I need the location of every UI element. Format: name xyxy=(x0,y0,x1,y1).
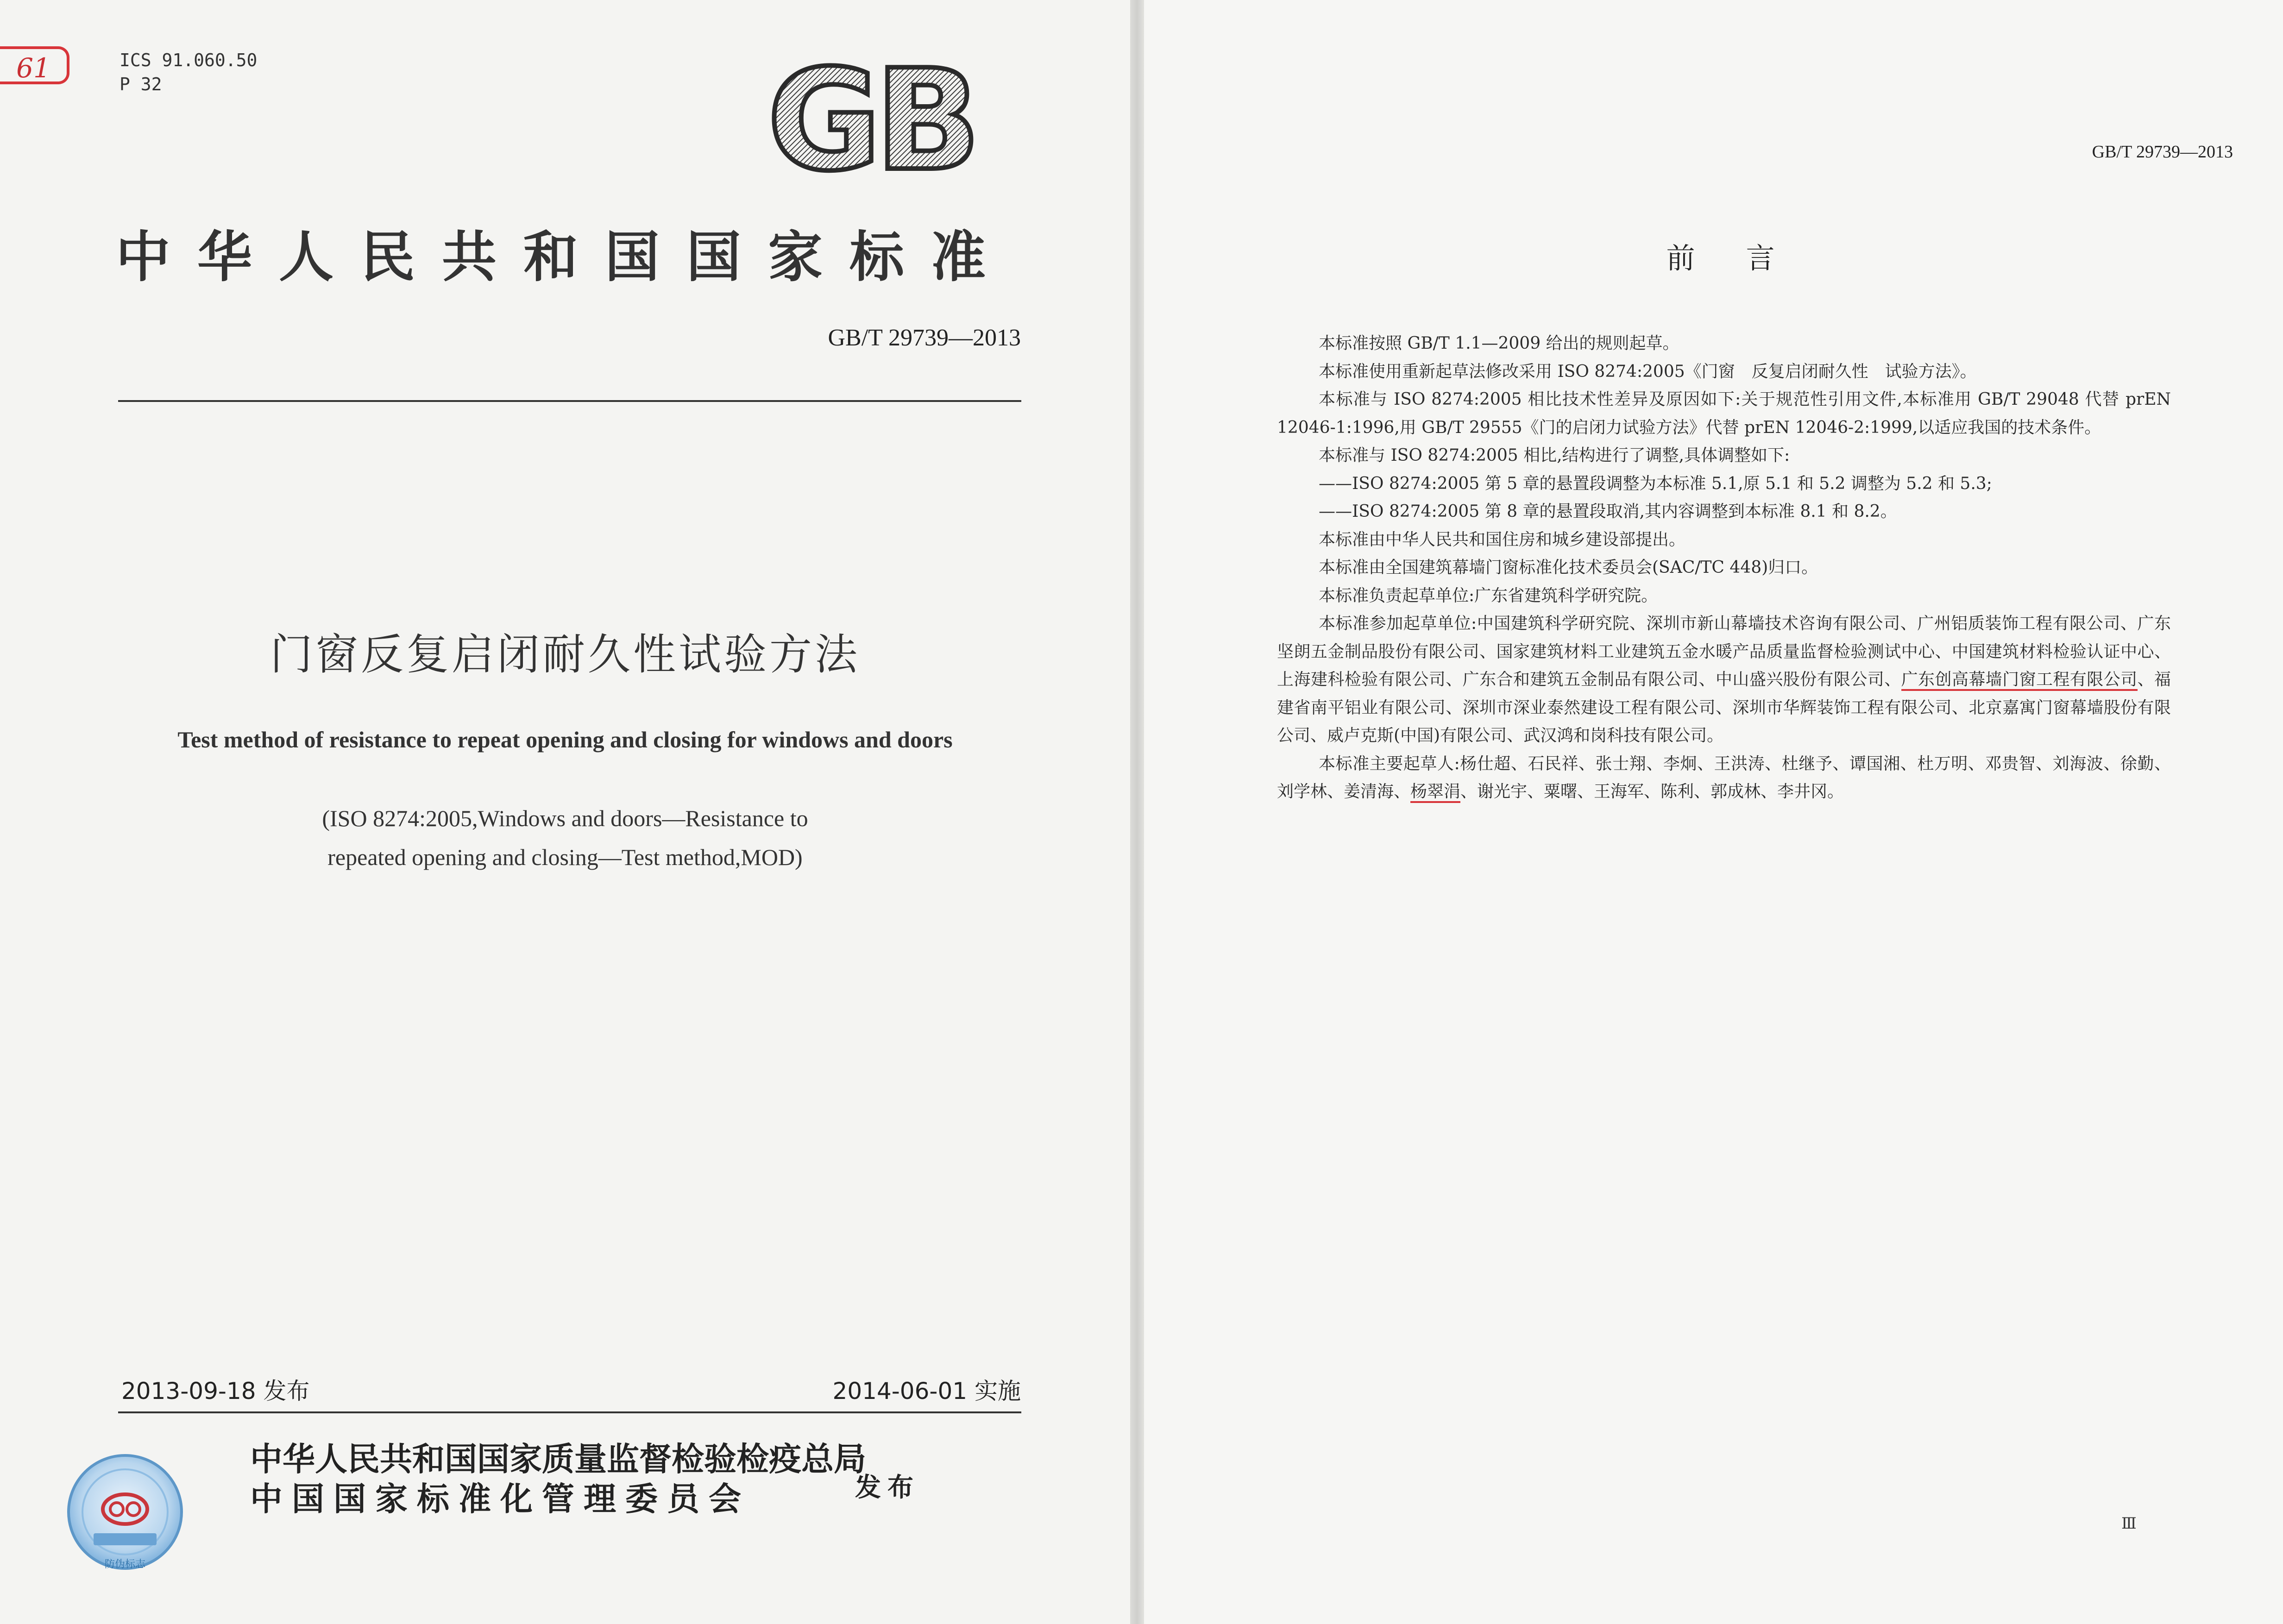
paragraph: ——ISO 8274:2005 第 5 章的悬置段调整为本标准 5.1,原 5.1 和 5.2 调整为 5.2 和 5.3; xyxy=(1319,474,1992,493)
foreword-title: 前言 xyxy=(1666,241,1826,275)
gb-logo xyxy=(750,59,991,180)
iso-reference-line-1: (ISO 8274:2005,Windows and doors—Resistance to xyxy=(322,805,808,831)
issuer-line-1: 中华人民共和国国家质量监督检验检疫总局 xyxy=(250,1440,866,1478)
document-title-en: Test method of resistance to repeat opening and closing for windows and doors xyxy=(177,727,953,752)
top-divider xyxy=(118,400,1021,402)
foreword-page xyxy=(1144,0,2283,1624)
issue-word: 发布 xyxy=(855,1473,920,1503)
underlined-drafter: 杨翠涓 xyxy=(1410,782,1460,803)
paragraph: 本标准由全国建筑幕墙门窗标准化技术委员会(SAC/TC 448)归口。 xyxy=(1319,558,1818,577)
seal-icon xyxy=(65,1452,185,1572)
participating-units-paragraph xyxy=(1277,610,2171,750)
foreword-body xyxy=(1277,330,2171,806)
seal-caption: 防伪标志 xyxy=(104,1559,145,1570)
category-code: P 32 xyxy=(119,74,162,94)
drafters-part-1: 本标准主要起草人:杨仕超、石民祥、张士翔、李炯、王洪涛、杜继予、谭国湘、杜万明、邓贵智、刘海波、徐勤、刘学林、姜清海、 xyxy=(1277,754,2171,801)
underlined-company: 广东创高幕墙门窗工程有限公司 xyxy=(1901,670,2138,691)
issue-date: 2013-09-18 发布 xyxy=(121,1378,310,1405)
implementation-date: 2014-06-01 实施 xyxy=(832,1378,1021,1405)
header-standard-code: GB/T 29739—2013 xyxy=(2092,142,2233,162)
paragraph: 本标准负责起草单位:广东省建筑科学研究院。 xyxy=(1319,586,1658,605)
page-number: Ⅲ xyxy=(2121,1514,2137,1533)
iso-reference-line-2: repeated opening and closing—Test method,MOD) xyxy=(327,844,803,870)
drafters-paragraph xyxy=(1277,750,2171,806)
anti-counterfeit-seal xyxy=(65,1452,185,1572)
iso-reference xyxy=(0,799,1130,877)
document-title-cn: 门窗反复启闭耐久性试验方法 xyxy=(270,630,860,679)
issuer-line-2: 中国国家标准化管理委员会 xyxy=(250,1480,750,1518)
page-gutter xyxy=(1130,0,1144,1624)
national-standard-title: 中华人民共和国国家标准 xyxy=(116,225,1013,289)
gb-logo-text: GB xyxy=(767,59,975,180)
drafters-part-2: 、谢光宇、粟曙、王海军、陈利、郭成林、李井冈。 xyxy=(1460,782,1844,801)
paragraph: 本标准使用重新起草法修改采用 ISO 8274:2005《门窗 反复启闭耐久性 试验方法》。 xyxy=(1319,362,1977,381)
participating-units-part-2: 、福建省南平铝业有限公司、深圳市深业泰然建设工程有限公司、深圳市华辉装饰工程有限公司、北京嘉寓门窗幕墙股份有限公司、威卢克斯(中国)有限公司、武汉鸿和岗科技有限公司。 xyxy=(1277,670,2171,745)
bottom-divider xyxy=(118,1411,1021,1413)
classification-block xyxy=(119,48,257,96)
paragraph: 本标准按照 GB/T 1.1—2009 给出的规则起草。 xyxy=(1319,334,1679,353)
paragraph: 本标准由中华人民共和国住房和城乡建设部提出。 xyxy=(1319,530,1686,549)
issuing-authorities xyxy=(250,1439,866,1519)
cover-page xyxy=(0,0,1130,1624)
standard-code: GB/T 29739—2013 xyxy=(828,325,1021,351)
paragraph: 本标准与 ISO 8274:2005 相比技术性差异及原因如下:关于规范性引用文件,本标准用 GB/T 29048 代替 prEN 12046-1:1996,用 GB/T 29555《门的启闭力试验方法》代替 prEN 12046-2:1999,以适应我国的技术条件。 xyxy=(1277,390,2171,437)
paragraph: 本标准与 ISO 8274:2005 相比,结构进行了调整,具体调整如下: xyxy=(1319,446,1790,465)
page-number-stamp: 61 xyxy=(0,46,69,84)
ics-code: ICS 91.060.50 xyxy=(119,50,258,70)
participating-units-part-1: 本标准参加起草单位:中国建筑科学研究院、深圳市新山幕墙技术咨询有限公司、广州铝质装饰工程有限公司、广东坚朗五金制品股份有限公司、国家建筑材料工业建筑五金水暖产品质量监督检验测试中心、中国建筑材料检验认证中心、上海建科检验有限公司、广东合和建筑五金制品有限公司、中山盛兴股份有限公司、 xyxy=(1277,614,2171,689)
paragraph: ——ISO 8274:2005 第 8 章的悬置段取消,其内容调整到本标准 8.1 和 8.2。 xyxy=(1319,502,1897,521)
